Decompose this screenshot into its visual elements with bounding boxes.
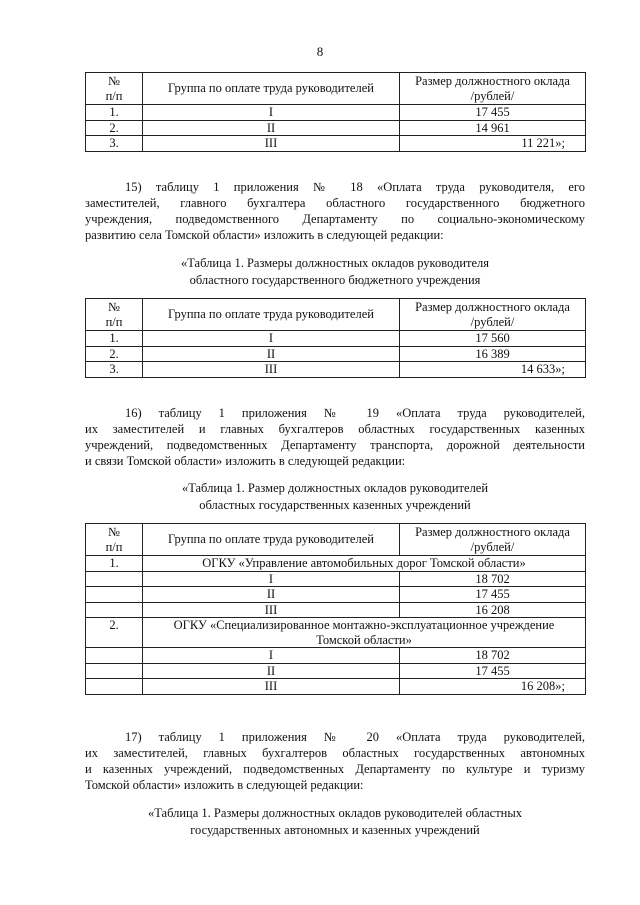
table-row: 1. I 17 455 (86, 105, 586, 121)
paragraph-17: 17) таблицу 1 приложения № 20 «Оплата труда руководителей, их заместителей, главных бухгалтеров областных государственных автономных и казенных учреждений, подведомственных Департаменту по культуре и туризму Томской области» изложить в следующей редакции: (85, 730, 585, 792)
salary-table-1 (85, 72, 586, 152)
header-salary: Размер должностного оклада /рублей/ (400, 299, 586, 331)
table-4-caption: «Таблица 1. Размеры должностных окладов руководителей областных государственных автономных и казенных учреждений (147, 806, 523, 837)
table-row: 2. II 14 961 (86, 120, 586, 136)
table-row: III 16 208 (86, 602, 586, 618)
table-header-row (86, 524, 586, 556)
page-number: 8 (316, 44, 324, 59)
table-3-caption: «Таблица 1. Размер должностных окладов руководителей областных государственных казенных учреждений (181, 481, 489, 512)
table-header-row (86, 73, 586, 105)
paragraph-15: 15) таблицу 1 приложения № 18 «Оплата труда руководителя, его заместителей, главного бухгалтера областного государственного бюджетного учреждения, подведомственного Департаменту по социально-экономическому развитию села Томской области» изложить в следующей редакции: (85, 180, 585, 242)
salary-table-2 (85, 298, 586, 378)
table-row: III 16 208»; (86, 679, 586, 695)
header-group: Группа по оплате труда руководителей (143, 299, 400, 331)
header-salary: Размер должностного оклада /рублей/ (400, 73, 586, 105)
header-num: № п/п (86, 299, 143, 331)
org-row: 1. ОГКУ «Управление автомобильных дорог Томской области» (86, 556, 586, 572)
table-row: II 17 455 (86, 663, 586, 679)
table-row: I 18 702 (86, 648, 586, 664)
header-group: Группа по оплате труда руководителей (143, 73, 400, 105)
table-row: 2. II 16 389 (86, 346, 586, 362)
header-group: Группа по оплате труда руководителей (143, 524, 400, 556)
header-num: № п/п (86, 73, 143, 105)
table-row: II 17 455 (86, 587, 586, 603)
header-salary: Размер должностного оклада /рублей/ (400, 524, 586, 556)
table-2-caption: «Таблица 1. Размеры должностных окладов руководителя областного государственного бюджетного учреждения (180, 256, 490, 287)
org-row: 2. ОГКУ «Специализированное монтажно-эксплуатационное учреждение Томской области» (86, 618, 586, 648)
table-row: 1. I 17 560 (86, 331, 586, 347)
table-row: I 18 702 (86, 571, 586, 587)
table-row: 3. III 11 221»; (86, 136, 586, 152)
table-header-row (86, 299, 586, 331)
table-row: 3. III 14 633»; (86, 362, 586, 378)
header-num: № п/п (86, 524, 143, 556)
salary-table-3 (85, 523, 586, 695)
paragraph-16: 16) таблицу 1 приложения № 19 «Оплата труда руководителей, их заместителей и главных бухгалтеров областных государственных казенных учреждений, подведомственных Департаменту транспорта, дорожной деятельности и связи Томской области» изложить в следующей редакции: (85, 406, 585, 468)
